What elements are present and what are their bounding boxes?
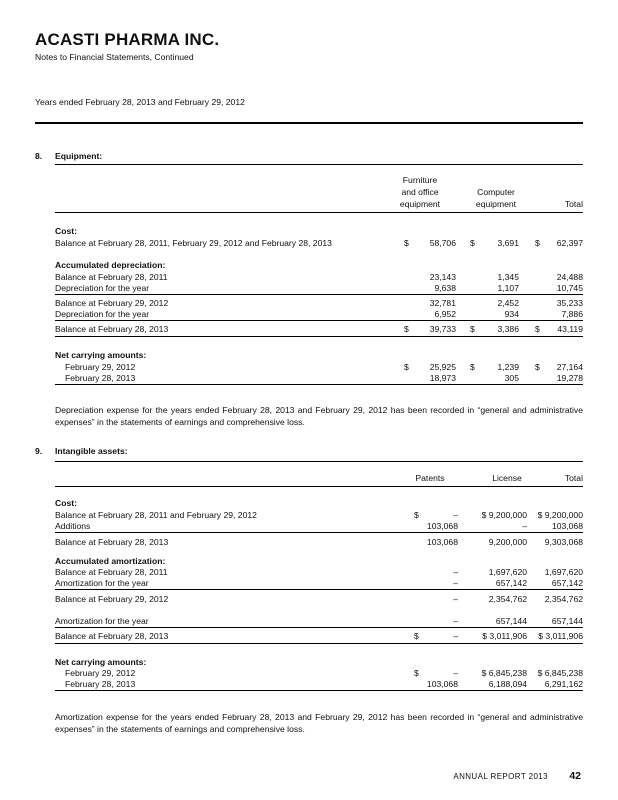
table-row-label: Amortization for the year	[55, 616, 149, 626]
subtotal-rule	[55, 532, 583, 533]
table-row-label: Balance at February 28, 2011	[55, 567, 168, 577]
page-number: 42	[569, 770, 581, 782]
cell-value: $ 3,011,906	[482, 631, 527, 641]
cell-value: 305	[504, 373, 519, 383]
cell-value: 657,144	[551, 616, 583, 626]
section-title: Equipment:	[55, 151, 103, 161]
cell-value: 24,488	[556, 272, 583, 282]
cell-value: 3,691	[497, 238, 519, 248]
column-header-total: Total	[564, 473, 583, 483]
cell-value: –	[453, 631, 458, 641]
page-subtitle: Notes to Financial Statements, Continued	[35, 52, 194, 62]
dollar-sign: $	[414, 668, 419, 678]
table-row-label: Amortization for the year	[55, 578, 149, 588]
cost-label: Cost:	[55, 226, 77, 236]
cell-value: $ 3,011,906	[538, 631, 583, 641]
header-rule	[55, 212, 583, 213]
cell-value: 934	[504, 309, 519, 319]
cell-value: 1,107	[497, 283, 519, 293]
cell-value: 657,144	[495, 616, 527, 626]
cell-value: 103,068	[426, 521, 458, 531]
cell-value: $ 6,845,238	[481, 668, 527, 678]
cell-value: 1,239	[497, 362, 519, 372]
section-number: 9.	[35, 446, 43, 456]
cell-value: 3,386	[497, 324, 519, 334]
table-row-label: Balance at February 28, 2011 and February 29, 2012	[55, 510, 257, 520]
cell-value: 1,697,620	[488, 567, 527, 577]
total-rule	[55, 643, 583, 644]
section-number: 8.	[35, 151, 43, 161]
accumulated-label: Accumulated amortization:	[55, 556, 166, 566]
column-header-computer: Computer	[477, 187, 515, 197]
table-row-label: Depreciation for the year	[55, 283, 150, 293]
period-label: Years ended February 28, 2013 and February 29, 2012	[35, 97, 245, 107]
cell-value: 9,303,068	[544, 537, 583, 547]
net-carrying-label: Net carrying amounts:	[55, 350, 147, 360]
dollar-sign: $	[535, 324, 540, 334]
cell-value: 19,278	[556, 373, 583, 383]
column-header-patents: Patents	[415, 473, 445, 483]
cell-value: 6,291,162	[544, 679, 583, 689]
dollar-sign: $	[535, 238, 540, 248]
intangible-note: Amortization expense for the years ended February 28, 2013 and February 29, 2012 has been recorded in “general and administrative expenses” in the statements of earnings and comprehensive loss.	[55, 712, 583, 734]
cell-value: –	[453, 567, 458, 577]
section-equipment-heading	[35, 151, 235, 163]
dollar-sign: $	[470, 324, 475, 334]
dollar-sign: $	[404, 238, 409, 248]
cell-value: 103,068	[551, 521, 583, 531]
subtotal-rule	[55, 294, 583, 295]
total-rule	[55, 336, 583, 337]
table-row-label: Additions	[55, 521, 91, 531]
column-header-total: Total	[564, 199, 583, 209]
cell-value: –	[453, 616, 458, 626]
cell-value: 103,068	[426, 537, 458, 547]
cell-value: 103,068	[426, 679, 458, 689]
dollar-sign: $	[404, 324, 409, 334]
table-row-label: Balance at February 29, 2012	[55, 594, 169, 604]
subtotal-rule	[55, 320, 583, 321]
cell-value: 58,706	[429, 238, 456, 248]
cell-value: 1,345	[497, 272, 519, 282]
cell-value: 9,200,000	[488, 537, 527, 547]
dollar-sign: $	[414, 631, 419, 641]
cell-value: –	[453, 668, 458, 678]
cost-label: Cost:	[55, 498, 77, 508]
table-row-label: February 29, 2012	[65, 362, 136, 372]
cell-value: 657,142	[495, 578, 527, 588]
accumulated-label: Accumulated depreciation:	[55, 260, 166, 270]
table-bottom-rule	[55, 690, 583, 691]
column-header-furniture: Furniture	[402, 175, 438, 185]
table-row-label: Balance at February 28, 2013	[55, 631, 169, 641]
cell-value: 9,638	[434, 283, 456, 293]
table-top-rule	[55, 164, 583, 165]
table-row-label: February 28, 2013	[65, 373, 136, 383]
cell-value: 35,233	[556, 298, 583, 308]
section-intangible-heading	[35, 446, 235, 458]
table-row-label: Balance at February 28, 2011, February 29, 2012 and February 28, 2013	[55, 238, 332, 248]
column-header-license: License	[492, 473, 522, 483]
table-top-rule	[55, 461, 583, 462]
cell-value: 7,886	[561, 309, 583, 319]
table-row-label: Balance at February 28, 2013	[55, 537, 169, 547]
cell-value: 657,142	[551, 578, 583, 588]
dollar-sign: $	[414, 510, 419, 520]
dollar-sign: $	[535, 362, 540, 372]
cell-value: –	[453, 510, 458, 520]
header-rule	[55, 486, 583, 487]
footer-report-label: ANNUAL REPORT 2013	[453, 772, 548, 781]
table-row-label: Balance at February 29, 2012	[55, 298, 169, 308]
cell-value: 6,952	[434, 309, 456, 319]
cell-value: $ 9,200,000	[537, 510, 583, 520]
cell-value: 18,973	[429, 373, 456, 383]
table-row-label: February 28, 2013	[65, 679, 136, 689]
company-name: ACASTI PHARMA INC.	[35, 30, 220, 49]
cell-value: 43,119	[557, 324, 583, 334]
column-header-computer: equipment	[475, 199, 517, 209]
table-row-label: Balance at February 28, 2013	[55, 324, 169, 334]
section-title: Intangible assets:	[55, 446, 128, 456]
cell-value: –	[453, 578, 458, 588]
cell-value: 1,697,620	[544, 567, 583, 577]
cell-value: –	[522, 521, 527, 531]
cell-value: 10,745	[556, 283, 583, 293]
table-bottom-rule	[55, 384, 583, 385]
equipment-note: Depreciation expense for the years ended February 28, 2013 and February 29, 2012 has been recorded in “general and administrative expenses” in the statements of earnings and comprehensive loss.	[55, 405, 583, 427]
cell-value: 2,354,762	[544, 594, 583, 604]
column-header-furniture: and office	[401, 187, 439, 197]
table-row-label: Balance at February 28, 2011	[55, 272, 168, 282]
column-header-furniture: equipment	[399, 199, 441, 209]
dollar-sign: $	[470, 362, 475, 372]
table-row-label: Depreciation for the year	[55, 309, 150, 319]
cell-value: $ 9,200,000	[481, 510, 527, 520]
net-carrying-label: Net carrying amounts:	[55, 657, 147, 667]
cell-value: 62,397	[556, 238, 583, 248]
cell-value: $ 6,845,238	[537, 668, 583, 678]
cell-value: 27,164	[556, 362, 583, 372]
dollar-sign: $	[404, 362, 409, 372]
table-row-label: February 29, 2012	[65, 668, 136, 678]
dollar-sign: $	[470, 238, 475, 248]
header-rule	[35, 122, 583, 124]
cell-value: 39,733	[429, 324, 456, 334]
cell-value: 23,143	[429, 272, 456, 282]
cell-value: 2,452	[497, 298, 519, 308]
cell-value: 32,781	[429, 298, 456, 308]
subtotal-rule	[55, 627, 583, 628]
cell-value: –	[453, 594, 458, 604]
cell-value: 2,354,762	[488, 594, 527, 604]
subtotal-rule	[55, 589, 583, 590]
cell-value: 25,925	[429, 362, 456, 372]
cell-value: 6,188,094	[488, 679, 527, 689]
